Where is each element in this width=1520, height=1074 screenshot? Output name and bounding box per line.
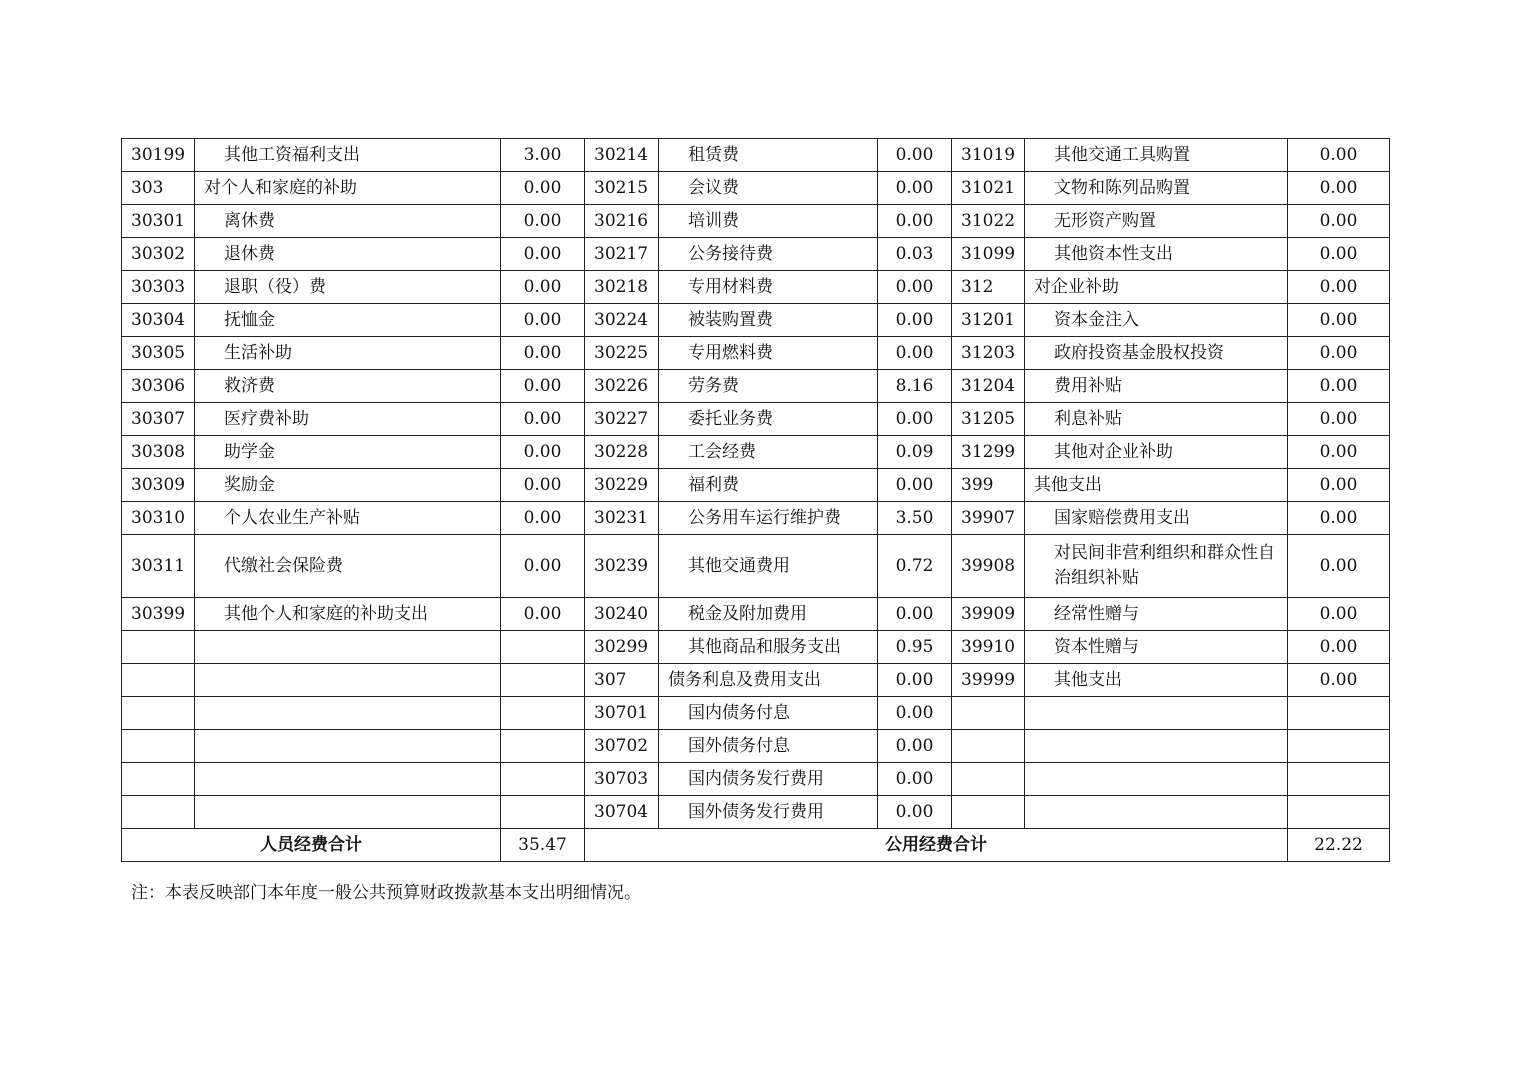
- personnel-item-name: 代缴社会保险费: [195, 535, 501, 598]
- table-row: [122, 271, 1390, 304]
- public-total-value: 22.22: [1288, 829, 1390, 862]
- personnel-item-name: 其他工资福利支出: [195, 139, 501, 172]
- capital-item-amount: 0.00: [1288, 139, 1390, 172]
- public-item-name: 公务接待费: [659, 238, 878, 271]
- table-row: [122, 337, 1390, 370]
- capital-item-amount: 0.00: [1288, 535, 1390, 598]
- personnel-item-code: 30306: [122, 370, 195, 403]
- public-item-name: 国内债务发行费用: [659, 763, 878, 796]
- capital-item-code: 31201: [952, 304, 1025, 337]
- capital-item-amount: 0.00: [1288, 172, 1390, 205]
- personnel-item-code: [122, 697, 195, 730]
- public-item-amount: 0.09: [878, 436, 952, 469]
- capital-item-name: 政府投资基金股权投资: [1025, 337, 1288, 370]
- capital-item-amount: [1288, 763, 1390, 796]
- personnel-item-amount: 0.00: [501, 535, 585, 598]
- personnel-item-code: 30303: [122, 271, 195, 304]
- personnel-total-value: 35.47: [501, 829, 585, 862]
- personnel-item-name: 助学金: [195, 436, 501, 469]
- personnel-item-name: 退职（役）费: [195, 271, 501, 304]
- personnel-item-code: 30302: [122, 238, 195, 271]
- table-row: [122, 304, 1390, 337]
- capital-item-amount: 0.00: [1288, 598, 1390, 631]
- public-item-code: 30216: [585, 205, 659, 238]
- personnel-item-amount: [501, 763, 585, 796]
- public-item-code: 307: [585, 664, 659, 697]
- public-item-amount: 3.50: [878, 502, 952, 535]
- table-row: [122, 697, 1390, 730]
- capital-item-code: [952, 763, 1025, 796]
- personnel-item-code: 30301: [122, 205, 195, 238]
- public-item-amount: 0.00: [878, 139, 952, 172]
- public-item-amount: 0.72: [878, 535, 952, 598]
- personnel-item-code: [122, 763, 195, 796]
- personnel-item-name: [195, 697, 501, 730]
- public-item-name: 其他商品和服务支出: [659, 631, 878, 664]
- public-item-amount: 0.00: [878, 598, 952, 631]
- public-item-amount: 0.00: [878, 664, 952, 697]
- capital-item-amount: 0.00: [1288, 205, 1390, 238]
- public-item-code: 30704: [585, 796, 659, 829]
- capital-item-name: [1025, 796, 1288, 829]
- table-row: [122, 598, 1390, 631]
- capital-item-name: 其他资本性支出: [1025, 238, 1288, 271]
- personnel-item-code: 30310: [122, 502, 195, 535]
- capital-item-amount: 0.00: [1288, 271, 1390, 304]
- public-item-amount: 0.00: [878, 403, 952, 436]
- capital-item-amount: 0.00: [1288, 436, 1390, 469]
- table-row: [122, 469, 1390, 502]
- budget-table-body: [122, 139, 1390, 829]
- public-item-name: 福利费: [659, 469, 878, 502]
- personnel-item-code: [122, 631, 195, 664]
- capital-item-name: [1025, 763, 1288, 796]
- capital-item-code: 31204: [952, 370, 1025, 403]
- personnel-item-code: 30311: [122, 535, 195, 598]
- personnel-item-name: 救济费: [195, 370, 501, 403]
- personnel-item-amount: 3.00: [501, 139, 585, 172]
- table-row: [122, 502, 1390, 535]
- capital-item-code: 31019: [952, 139, 1025, 172]
- public-item-amount: 0.00: [878, 172, 952, 205]
- personnel-item-code: 30199: [122, 139, 195, 172]
- personnel-item-code: 30399: [122, 598, 195, 631]
- public-item-amount: 0.00: [878, 304, 952, 337]
- personnel-item-code: 30305: [122, 337, 195, 370]
- capital-item-amount: [1288, 730, 1390, 763]
- table-row: [122, 238, 1390, 271]
- capital-item-code: 31021: [952, 172, 1025, 205]
- table-row: [122, 730, 1390, 763]
- personnel-item-amount: [501, 730, 585, 763]
- personnel-item-code: 30307: [122, 403, 195, 436]
- capital-item-name: 资本性赠与: [1025, 631, 1288, 664]
- capital-item-code: [952, 697, 1025, 730]
- capital-item-amount: 0.00: [1288, 304, 1390, 337]
- personnel-item-name: 生活补助: [195, 337, 501, 370]
- public-item-amount: 0.00: [878, 730, 952, 763]
- personnel-total-label: 人员经费合计: [122, 829, 501, 862]
- public-item-code: 30214: [585, 139, 659, 172]
- capital-item-amount: 0.00: [1288, 370, 1390, 403]
- public-total-label: 公用经费合计: [585, 829, 1288, 862]
- personnel-item-name: 对个人和家庭的补助: [195, 172, 501, 205]
- capital-item-amount: 0.00: [1288, 469, 1390, 502]
- capital-item-code: [952, 730, 1025, 763]
- public-item-code: 30299: [585, 631, 659, 664]
- capital-item-amount: 0.00: [1288, 664, 1390, 697]
- personnel-item-name: [195, 730, 501, 763]
- capital-item-name: 其他支出: [1025, 664, 1288, 697]
- table-row: [122, 796, 1390, 829]
- table-row: [122, 205, 1390, 238]
- capital-item-name: 经常性赠与: [1025, 598, 1288, 631]
- public-item-name: 国内债务付息: [659, 697, 878, 730]
- capital-item-name: 其他对企业补助: [1025, 436, 1288, 469]
- personnel-item-amount: [501, 697, 585, 730]
- capital-item-name: [1025, 730, 1288, 763]
- personnel-item-name: 医疗费补助: [195, 403, 501, 436]
- personnel-item-name: [195, 763, 501, 796]
- personnel-item-name: [195, 796, 501, 829]
- capital-item-code: 39910: [952, 631, 1025, 664]
- capital-item-name: 其他交通工具购置: [1025, 139, 1288, 172]
- table-row: [122, 370, 1390, 403]
- table-footnote: 注：本表反映部门本年度一般公共预算财政拨款基本支出明细情况。: [131, 883, 641, 903]
- capital-item-name: 对企业补助: [1025, 271, 1288, 304]
- capital-item-code: 31205: [952, 403, 1025, 436]
- personnel-item-name: 个人农业生产补贴: [195, 502, 501, 535]
- capital-item-code: 39908: [952, 535, 1025, 598]
- personnel-item-amount: 0.00: [501, 238, 585, 271]
- capital-item-amount: 0.00: [1288, 238, 1390, 271]
- public-item-name: 租赁费: [659, 139, 878, 172]
- table-row: [122, 436, 1390, 469]
- public-item-amount: 0.95: [878, 631, 952, 664]
- personnel-item-code: [122, 664, 195, 697]
- capital-item-name: 文物和陈列品购置: [1025, 172, 1288, 205]
- public-item-code: 30231: [585, 502, 659, 535]
- public-item-amount: 0.03: [878, 238, 952, 271]
- capital-item-name: 其他支出: [1025, 469, 1288, 502]
- public-item-name: 其他交通费用: [659, 535, 878, 598]
- table-row: [122, 172, 1390, 205]
- public-item-code: 30227: [585, 403, 659, 436]
- personnel-item-code: 30309: [122, 469, 195, 502]
- personnel-item-amount: 0.00: [501, 337, 585, 370]
- public-item-amount: 0.00: [878, 205, 952, 238]
- totals-row: [122, 829, 1390, 862]
- public-item-code: 30226: [585, 370, 659, 403]
- public-item-name: 被装购置费: [659, 304, 878, 337]
- personnel-item-amount: 0.00: [501, 370, 585, 403]
- capital-item-name: [1025, 697, 1288, 730]
- public-item-amount: 0.00: [878, 271, 952, 304]
- public-item-code: 30215: [585, 172, 659, 205]
- public-item-amount: 0.00: [878, 469, 952, 502]
- capital-item-name: 国家赔偿费用支出: [1025, 502, 1288, 535]
- capital-item-name: 对民间非营利组织和群众性自治组织补贴: [1025, 535, 1288, 598]
- personnel-item-code: 30304: [122, 304, 195, 337]
- public-item-name: 国外债务发行费用: [659, 796, 878, 829]
- public-item-code: 30701: [585, 697, 659, 730]
- personnel-item-name: [195, 631, 501, 664]
- personnel-item-code: [122, 796, 195, 829]
- public-item-code: 30218: [585, 271, 659, 304]
- capital-item-amount: 0.00: [1288, 403, 1390, 436]
- public-item-name: 委托业务费: [659, 403, 878, 436]
- table-row: [122, 535, 1390, 598]
- public-item-amount: 0.00: [878, 697, 952, 730]
- personnel-item-amount: 0.00: [501, 469, 585, 502]
- capital-item-code: 31299: [952, 436, 1025, 469]
- capital-item-code: 31203: [952, 337, 1025, 370]
- public-item-amount: 0.00: [878, 763, 952, 796]
- personnel-item-amount: [501, 664, 585, 697]
- public-item-code: 30702: [585, 730, 659, 763]
- personnel-item-code: 303: [122, 172, 195, 205]
- public-item-code: 30228: [585, 436, 659, 469]
- public-item-name: 培训费: [659, 205, 878, 238]
- capital-item-code: [952, 796, 1025, 829]
- personnel-item-name: 退休费: [195, 238, 501, 271]
- personnel-item-amount: 0.00: [501, 436, 585, 469]
- capital-item-name: 费用补贴: [1025, 370, 1288, 403]
- table-row: [122, 139, 1390, 172]
- personnel-item-name: 奖励金: [195, 469, 501, 502]
- personnel-item-code: [122, 730, 195, 763]
- public-item-code: 30239: [585, 535, 659, 598]
- budget-detail-table: [121, 138, 1390, 862]
- public-item-code: 30217: [585, 238, 659, 271]
- public-item-name: 会议费: [659, 172, 878, 205]
- public-item-name: 专用材料费: [659, 271, 878, 304]
- capital-item-code: 399: [952, 469, 1025, 502]
- budget-sheet: [121, 138, 1389, 862]
- personnel-item-name: 离休费: [195, 205, 501, 238]
- personnel-item-amount: [501, 796, 585, 829]
- personnel-item-amount: 0.00: [501, 172, 585, 205]
- public-item-name: 公务用车运行维护费: [659, 502, 878, 535]
- public-item-amount: 0.00: [878, 337, 952, 370]
- capital-item-amount: 0.00: [1288, 337, 1390, 370]
- public-item-name: 国外债务付息: [659, 730, 878, 763]
- table-row: [122, 664, 1390, 697]
- capital-item-code: 39999: [952, 664, 1025, 697]
- public-item-amount: 8.16: [878, 370, 952, 403]
- personnel-item-amount: 0.00: [501, 271, 585, 304]
- personnel-item-amount: 0.00: [501, 205, 585, 238]
- capital-item-amount: [1288, 796, 1390, 829]
- personnel-item-amount: 0.00: [501, 304, 585, 337]
- capital-item-code: 39909: [952, 598, 1025, 631]
- public-item-code: 30240: [585, 598, 659, 631]
- capital-item-code: 31099: [952, 238, 1025, 271]
- personnel-item-code: 30308: [122, 436, 195, 469]
- public-item-name: 专用燃料费: [659, 337, 878, 370]
- personnel-item-name: 抚恤金: [195, 304, 501, 337]
- capital-item-code: 31022: [952, 205, 1025, 238]
- capital-item-amount: 0.00: [1288, 502, 1390, 535]
- table-row: [122, 763, 1390, 796]
- personnel-item-amount: 0.00: [501, 598, 585, 631]
- capital-item-name: 无形资产购置: [1025, 205, 1288, 238]
- table-row: [122, 403, 1390, 436]
- capital-item-amount: [1288, 697, 1390, 730]
- personnel-item-amount: 0.00: [501, 502, 585, 535]
- capital-item-code: 39907: [952, 502, 1025, 535]
- capital-item-code: 312: [952, 271, 1025, 304]
- personnel-item-name: 其他个人和家庭的补助支出: [195, 598, 501, 631]
- public-item-code: 30224: [585, 304, 659, 337]
- public-item-name: 税金及附加费用: [659, 598, 878, 631]
- public-item-code: 30229: [585, 469, 659, 502]
- personnel-item-amount: [501, 631, 585, 664]
- capital-item-amount: 0.00: [1288, 631, 1390, 664]
- public-item-name: 工会经费: [659, 436, 878, 469]
- table-row: [122, 631, 1390, 664]
- public-item-name: 劳务费: [659, 370, 878, 403]
- capital-item-name: 资本金注入: [1025, 304, 1288, 337]
- personnel-item-name: [195, 664, 501, 697]
- public-item-code: 30703: [585, 763, 659, 796]
- personnel-item-amount: 0.00: [501, 403, 585, 436]
- capital-item-name: 利息补贴: [1025, 403, 1288, 436]
- public-item-name: 债务利息及费用支出: [659, 664, 878, 697]
- public-item-code: 30225: [585, 337, 659, 370]
- public-item-amount: 0.00: [878, 796, 952, 829]
